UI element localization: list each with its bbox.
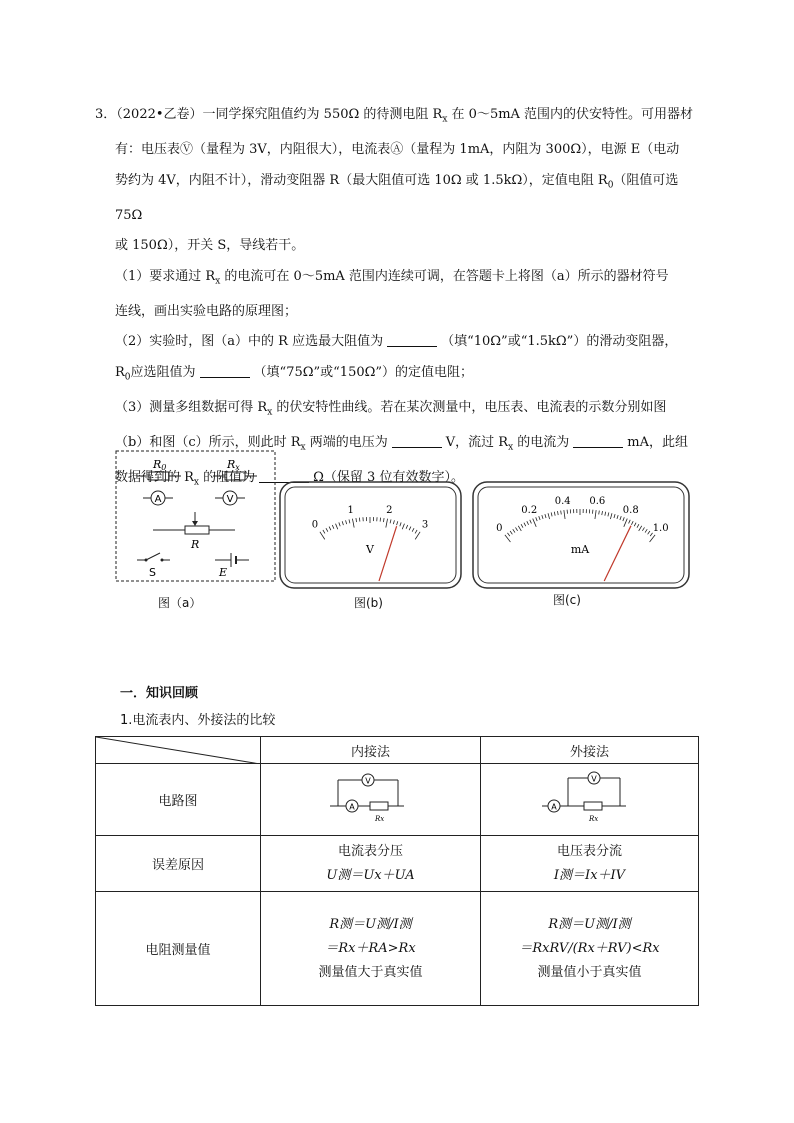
meter-tick bbox=[397, 521, 398, 525]
figure-b-caption: 图(b) bbox=[354, 596, 383, 610]
meter-tick bbox=[412, 528, 414, 532]
svg-text:Rx: Rx bbox=[588, 814, 598, 823]
svg-text:Rx: Rx bbox=[227, 458, 240, 472]
outer-error-cell: 电压表分流 I测＝Ix＋IV bbox=[481, 836, 699, 892]
table-row-error bbox=[96, 836, 699, 892]
problem-text bbox=[95, 100, 705, 498]
question-1: （1）要求通过 $R_x$ 的电流可在 0～5mA 范围内连续可调，在答题卡上将图（a）所示的器材符号 bbox=[115, 268, 669, 287]
table-header-row bbox=[96, 737, 699, 764]
section-subtitle: 1.电流表内、外接法的比较 bbox=[120, 713, 276, 728]
meter-tick-label: 0 bbox=[496, 522, 503, 534]
meter-unit-label: mA bbox=[570, 543, 590, 556]
svg-text:V: V bbox=[590, 774, 597, 783]
meter-tick bbox=[393, 520, 394, 524]
meter-tick bbox=[415, 532, 420, 540]
problem-line-2: 有：电压表Ⓥ（量程为 3V，内阻很大），电流表Ⓐ（量程为 1mA，内阻为 300Ω），电源 E（电动 bbox=[115, 142, 680, 158]
meter-tick bbox=[639, 526, 642, 531]
question-2-cont: $R_0$应选阻值为 （填“75Ω”或“150Ω”）的定值电阻； bbox=[115, 364, 474, 383]
meter-tick bbox=[336, 524, 338, 530]
meter-tick bbox=[415, 530, 417, 533]
meter-tick-label: 0.8 bbox=[622, 505, 639, 517]
svg-text:R: R bbox=[191, 538, 200, 551]
problem-line-4: 或 150Ω），开关 S，导线若干。 bbox=[115, 238, 305, 254]
row-label-value: 电阻测量值 bbox=[96, 892, 261, 1006]
question-3-cont: （b）和图（c）所示，则此时 $R_x$ 两端的电压为 V，流过 $R_x$ 的电流为 mA，此组 bbox=[115, 434, 688, 453]
inner-error-cell: 电流表分压 U测＝Ux＋UA bbox=[261, 836, 481, 892]
meter-tick bbox=[610, 513, 612, 519]
meter-tick bbox=[557, 511, 558, 515]
meter-tick bbox=[527, 521, 529, 525]
answer-blank[interactable] bbox=[200, 363, 250, 378]
outer-value-cell: R测＝U测/I测 ＝RxRV/(Rx＋RV)<Rx 测量值小于真实值 bbox=[481, 892, 699, 1006]
meter-tick bbox=[536, 517, 537, 521]
meter-needle bbox=[379, 526, 397, 581]
meter-tick bbox=[349, 519, 350, 523]
meter-tick bbox=[339, 522, 340, 526]
table-row-value bbox=[96, 892, 699, 1006]
meter-tick bbox=[513, 529, 515, 532]
meter-tick bbox=[507, 533, 509, 536]
resistor-r0-symbol bbox=[137, 458, 181, 480]
outer-circuit-cell bbox=[481, 764, 699, 836]
meter-tick bbox=[620, 516, 621, 520]
meter-tick-label: 1 bbox=[347, 504, 354, 516]
svg-text:E: E bbox=[219, 566, 228, 579]
meter-tick bbox=[383, 518, 384, 522]
meter-tick-label: 0 bbox=[311, 519, 319, 531]
svg-text:A: A bbox=[154, 494, 162, 505]
meter-tick bbox=[629, 520, 631, 524]
meter-tick bbox=[323, 530, 325, 533]
answer-blank[interactable] bbox=[387, 332, 437, 347]
question-3: （3）测量多组数据可得 $R_x$ 的伏安特性曲线。若在某次测量中，电压表、电流表的示数分别如图 bbox=[115, 399, 667, 418]
svg-text:A: A bbox=[550, 802, 557, 811]
svg-text:R0: R0 bbox=[153, 458, 167, 472]
figure-a-caption: 图（a） bbox=[158, 596, 202, 610]
table-row-circuit bbox=[96, 764, 699, 836]
inner-circuit-cell bbox=[261, 764, 481, 836]
meter-tick bbox=[554, 512, 555, 516]
outer-connection-circuit bbox=[540, 768, 640, 828]
meter-tick bbox=[406, 525, 408, 529]
meter-tick bbox=[648, 531, 650, 534]
meter-tick bbox=[642, 527, 644, 530]
meter-tick bbox=[548, 513, 550, 519]
section-title: 一．知识回顾 bbox=[120, 686, 199, 701]
voltmeter-symbol bbox=[215, 491, 245, 505]
meter-tick bbox=[320, 532, 325, 540]
inner-value-cell: R测＝U测/I测 ＝Rx＋RA>Rx 测量值大于真实值 bbox=[261, 892, 481, 1006]
switch-symbol bbox=[137, 553, 170, 579]
meter-tick bbox=[605, 512, 606, 516]
meter-tick bbox=[551, 512, 552, 516]
meter-unit-label: V bbox=[366, 543, 374, 556]
meter-tick bbox=[623, 517, 624, 521]
meter-tick bbox=[542, 515, 543, 519]
meter-tick bbox=[602, 511, 603, 515]
diagonal-header-cell bbox=[96, 737, 261, 764]
meter-tick bbox=[545, 514, 546, 518]
meter-tick bbox=[352, 519, 354, 528]
row-label-circuit: 电路图 bbox=[96, 764, 261, 836]
meter-tick bbox=[637, 524, 639, 528]
meter-tick bbox=[518, 526, 521, 531]
meter-tick bbox=[595, 510, 596, 519]
meter-tick bbox=[561, 511, 562, 515]
meter-tick bbox=[386, 519, 388, 528]
meter-tick bbox=[617, 515, 618, 519]
answer-blank[interactable] bbox=[392, 433, 442, 448]
meter-tick bbox=[409, 527, 411, 531]
meter-tick-label: 2 bbox=[386, 504, 393, 516]
question-1-cont: 连线，画出实验电路的原理图； bbox=[115, 303, 298, 319]
voltmeter-dial bbox=[279, 481, 462, 589]
meter-tick bbox=[634, 523, 636, 527]
figure-a-components bbox=[115, 450, 277, 583]
figure-c-caption: 图(c) bbox=[553, 593, 581, 607]
meter-tick bbox=[515, 527, 517, 530]
milliammeter-dial bbox=[472, 481, 690, 589]
ammeter-symbol bbox=[143, 491, 173, 505]
question-2: （2）实验时，图（a）中的 R 应选最大阻值为 （填“10Ω”或“1.5kΩ”）的滑动变阻器， bbox=[115, 334, 678, 350]
meter-tick bbox=[510, 531, 512, 534]
meter-tick bbox=[624, 519, 627, 527]
meter-tick-label: 0.4 bbox=[554, 496, 571, 508]
meter-tick-label: 0.6 bbox=[589, 496, 606, 508]
svg-text:Rx: Rx bbox=[374, 814, 384, 823]
meter-needle bbox=[604, 526, 631, 581]
question-3-cont2: 数据得到的 $R_x$ 的阻值为 Ω（保留 3 位有效数字）。 bbox=[115, 470, 464, 488]
meter-tick bbox=[390, 519, 391, 523]
column-header-outer: 外接法 bbox=[481, 737, 699, 764]
meter-tick bbox=[326, 528, 328, 532]
meter-tick bbox=[400, 522, 401, 526]
meter-tick bbox=[332, 525, 334, 529]
svg-text:S: S bbox=[149, 566, 156, 579]
meter-tick bbox=[539, 516, 540, 520]
meter-tick bbox=[329, 527, 331, 531]
svg-text:V: V bbox=[226, 494, 234, 505]
answer-blank[interactable] bbox=[573, 433, 623, 448]
meter-tick-label: 3 bbox=[421, 519, 429, 531]
meter-tick-label: 0.2 bbox=[521, 505, 538, 517]
meter-tick bbox=[599, 511, 600, 515]
rheostat-symbol bbox=[153, 512, 235, 551]
svg-text:V: V bbox=[364, 776, 371, 785]
meter-tick bbox=[530, 520, 532, 524]
meter-tick bbox=[524, 523, 526, 527]
meter-tick-label: 1.0 bbox=[652, 522, 669, 534]
resistor-rx-symbol bbox=[213, 458, 257, 480]
meter-tick bbox=[402, 524, 404, 530]
column-header-inner: 内接法 bbox=[261, 737, 481, 764]
svg-text:A: A bbox=[348, 802, 355, 811]
meter-tick bbox=[521, 524, 523, 528]
comparison-table bbox=[95, 736, 699, 1006]
problem-line-3: 势约为 4V，内阻不计），滑动变阻器 R（最大阻值可选 10Ω 或 1.5kΩ），定值电阻 $R_0$（阻值可选 75Ω bbox=[115, 172, 679, 223]
meter-tick bbox=[346, 520, 347, 524]
meter-tick bbox=[533, 519, 536, 527]
inner-connection-circuit bbox=[326, 768, 416, 828]
battery-symbol bbox=[215, 553, 249, 579]
meter-tick bbox=[645, 529, 647, 532]
meter-tick bbox=[564, 510, 565, 519]
meter-tick bbox=[342, 521, 343, 525]
meter-tick bbox=[631, 521, 633, 525]
problem-line-1: 3．（2022•乙卷）一同学探究阻值约为 550Ω 的待测电阻 $R_x$ 在 0～5mA 范围内的伏安特性。可用器材 bbox=[95, 107, 694, 125]
meter-tick bbox=[614, 514, 615, 518]
row-label-error: 误差原因 bbox=[96, 836, 261, 892]
meter-tick bbox=[608, 512, 609, 516]
meter-tick bbox=[356, 518, 357, 522]
